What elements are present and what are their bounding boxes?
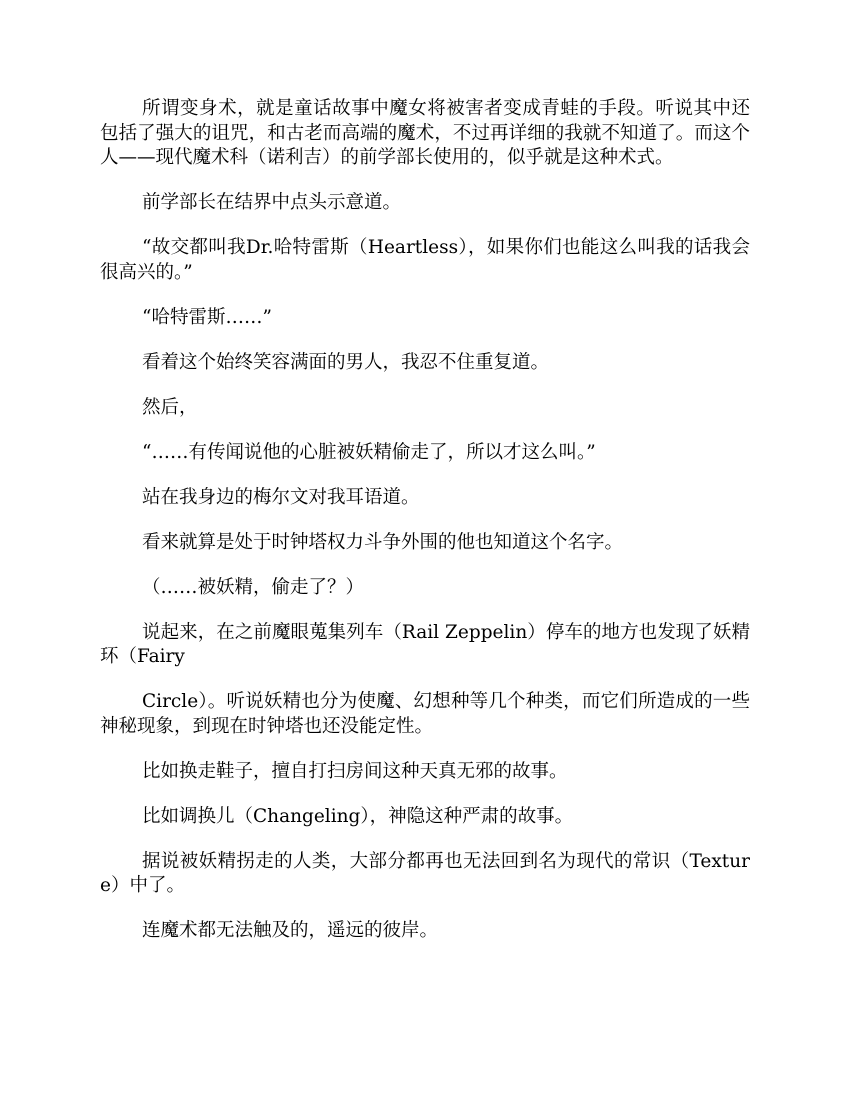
paragraph: 比如调换儿（Changeling），神隐这种严肃的故事。 [142,805,574,827]
paragraph: Circle）。听说妖精也分为使魔、幻想种等几个种类，而它们所造成的一些神秘现象，到现在时钟塔也还没能定性。 [100,691,750,737]
paragraph: 看着这个始终笑容满面的男人，我忍不住重复道。 [142,351,550,373]
paragraph: 连魔术都无法触及的，遥远的彼岸。 [142,920,439,941]
paragraph: “哈特雷斯……” [142,306,272,328]
paragraph: 然后， [142,396,198,418]
paragraph: “……有传闻说他的心脏被妖精偷走了，所以才这么叫。” [142,441,596,463]
paragraph: 站在我身边的梅尔文对我耳语道。 [142,486,420,508]
paragraph: 比如换走鞋子，擅自打扫房间这种天真无邪的故事。 [142,760,568,782]
document-page [100,97,750,964]
paragraph: “故交都叫我Dr.哈特雷斯（Heartless），如果你们也能这么叫我的话我会很高兴的。” [100,237,750,283]
paragraph: （……被妖精，偷走了？） [142,576,365,598]
paragraph: 说起来，在之前魔眼蒐集列车（Rail Zeppelin）停车的地方也发现了妖精环（Fairy [100,621,750,667]
paragraph: 前学部长在结界中点头示意道。 [142,192,402,213]
paragraph: 据说被妖精拐走的人类，大部分都再也无法回到名为现代的常识（Texture）中了。 [100,850,750,896]
paragraph: 所谓变身术，就是童话故事中魔女将被害者变成青蛙的手段。听说其中还包括了强大的诅咒，和古老而高端的魔术，不过再详细的我就不知道了。而这个人——现代魔术科（诺利吉）的前学部长使用的，似乎就是这种术式。 [100,98,750,168]
paragraph: 看来就算是处于时钟塔权力斗争外围的他也知道这个名字。 [142,531,624,553]
